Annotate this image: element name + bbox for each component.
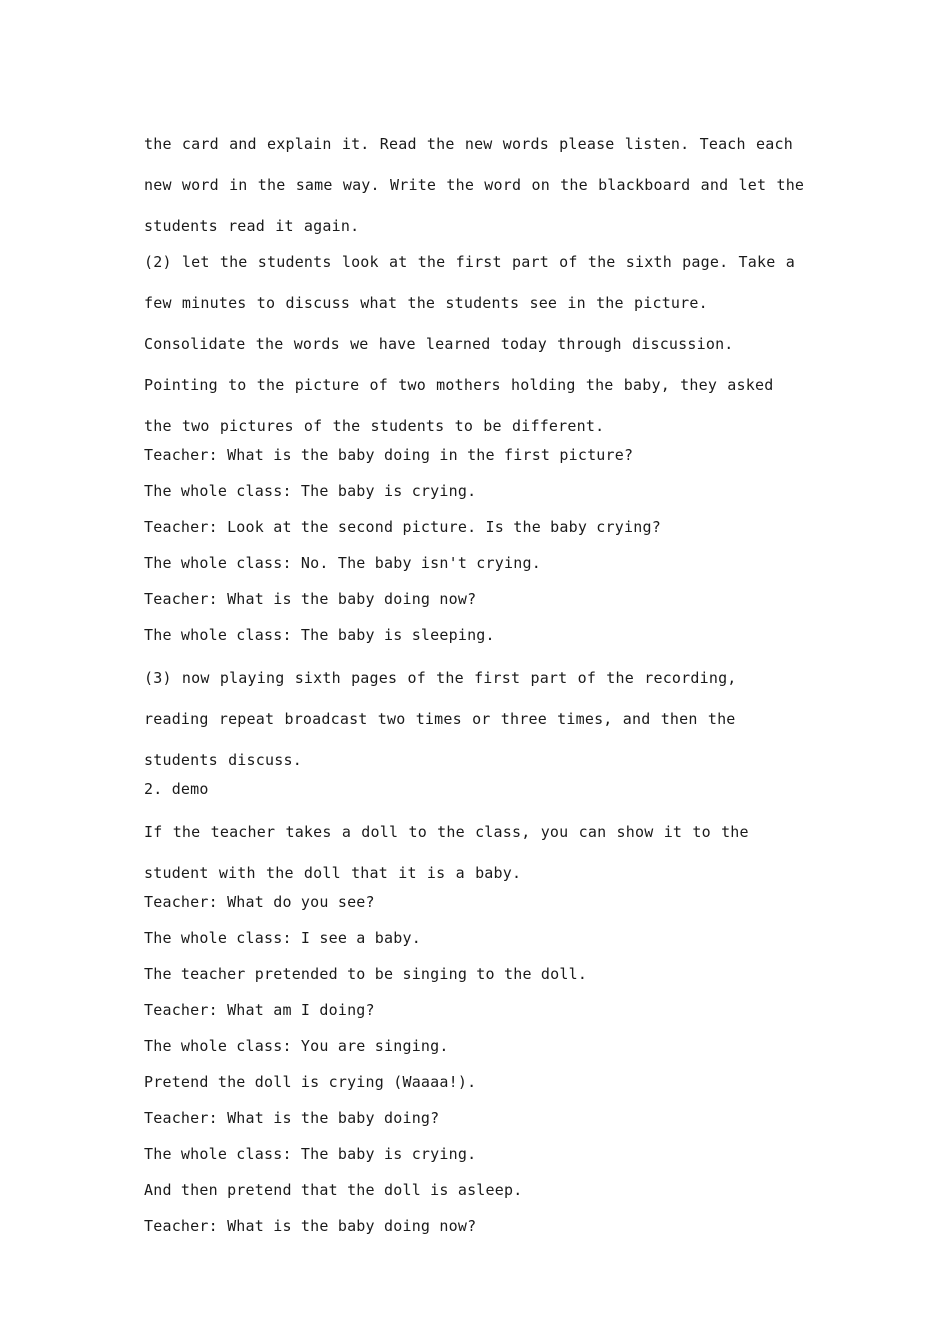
dialogue-line: And then pretend that the doll is asleep.	[144, 1181, 523, 1199]
dialogue-line: The whole class: No. The baby isn't crying.	[144, 554, 541, 572]
paragraph-recording: (3) now playing sixth pages of the first part of the recording, reading repeat broadcast two times or three times, and then the students discuss.	[144, 669, 737, 769]
dialogue-line: The whole class: You are singing.	[144, 1037, 449, 1055]
document-body	[144, 124, 806, 1249]
dialogue-line: Teacher: What is the baby doing now?	[144, 590, 477, 608]
dialogue-line: Teacher: What is the baby doing?	[144, 1109, 440, 1127]
paragraph-doll: If the teacher takes a doll to the class, you can show it to the student with the doll that it is a baby.	[144, 823, 749, 882]
dialogue-line: Pretend the doll is crying (Waaaa!).	[144, 1073, 477, 1091]
dialogue-line: The whole class: I see a baby.	[144, 929, 421, 947]
dialogue-line: Teacher: What am I doing?	[144, 1001, 375, 1019]
dialogue-line: Teacher: What is the baby doing now?	[144, 1217, 477, 1235]
dialogue-line: The whole class: The baby is crying.	[144, 482, 477, 500]
paragraph-discussion: (2) let the students look at the first part of the sixth page. Take a few minutes to discuss what the students see in the picture. Consolidate the words we have learned today through discussion. Pointing to the picture of two mothers holding the baby, they asked the two pictures of the students to be different.	[144, 253, 795, 435]
dialogue-line: The whole class: The baby is crying.	[144, 1145, 477, 1163]
dialogue-line: Teacher: Look at the second picture. Is the baby crying?	[144, 518, 661, 536]
dialogue-line: Teacher: What do you see?	[144, 893, 375, 911]
dialogue-line: Teacher: What is the baby doing in the first picture?	[144, 446, 634, 464]
dialogue-line: The teacher pretended to be singing to the doll.	[144, 965, 588, 983]
section-heading-demo: 2. demo	[144, 780, 209, 798]
paragraph-new-words: the card and explain it. Read the new words please listen. Teach each new word in the same way. Write the word on the blackboard and let the students read it again.	[144, 135, 805, 235]
dialogue-line: The whole class: The baby is sleeping.	[144, 626, 495, 644]
